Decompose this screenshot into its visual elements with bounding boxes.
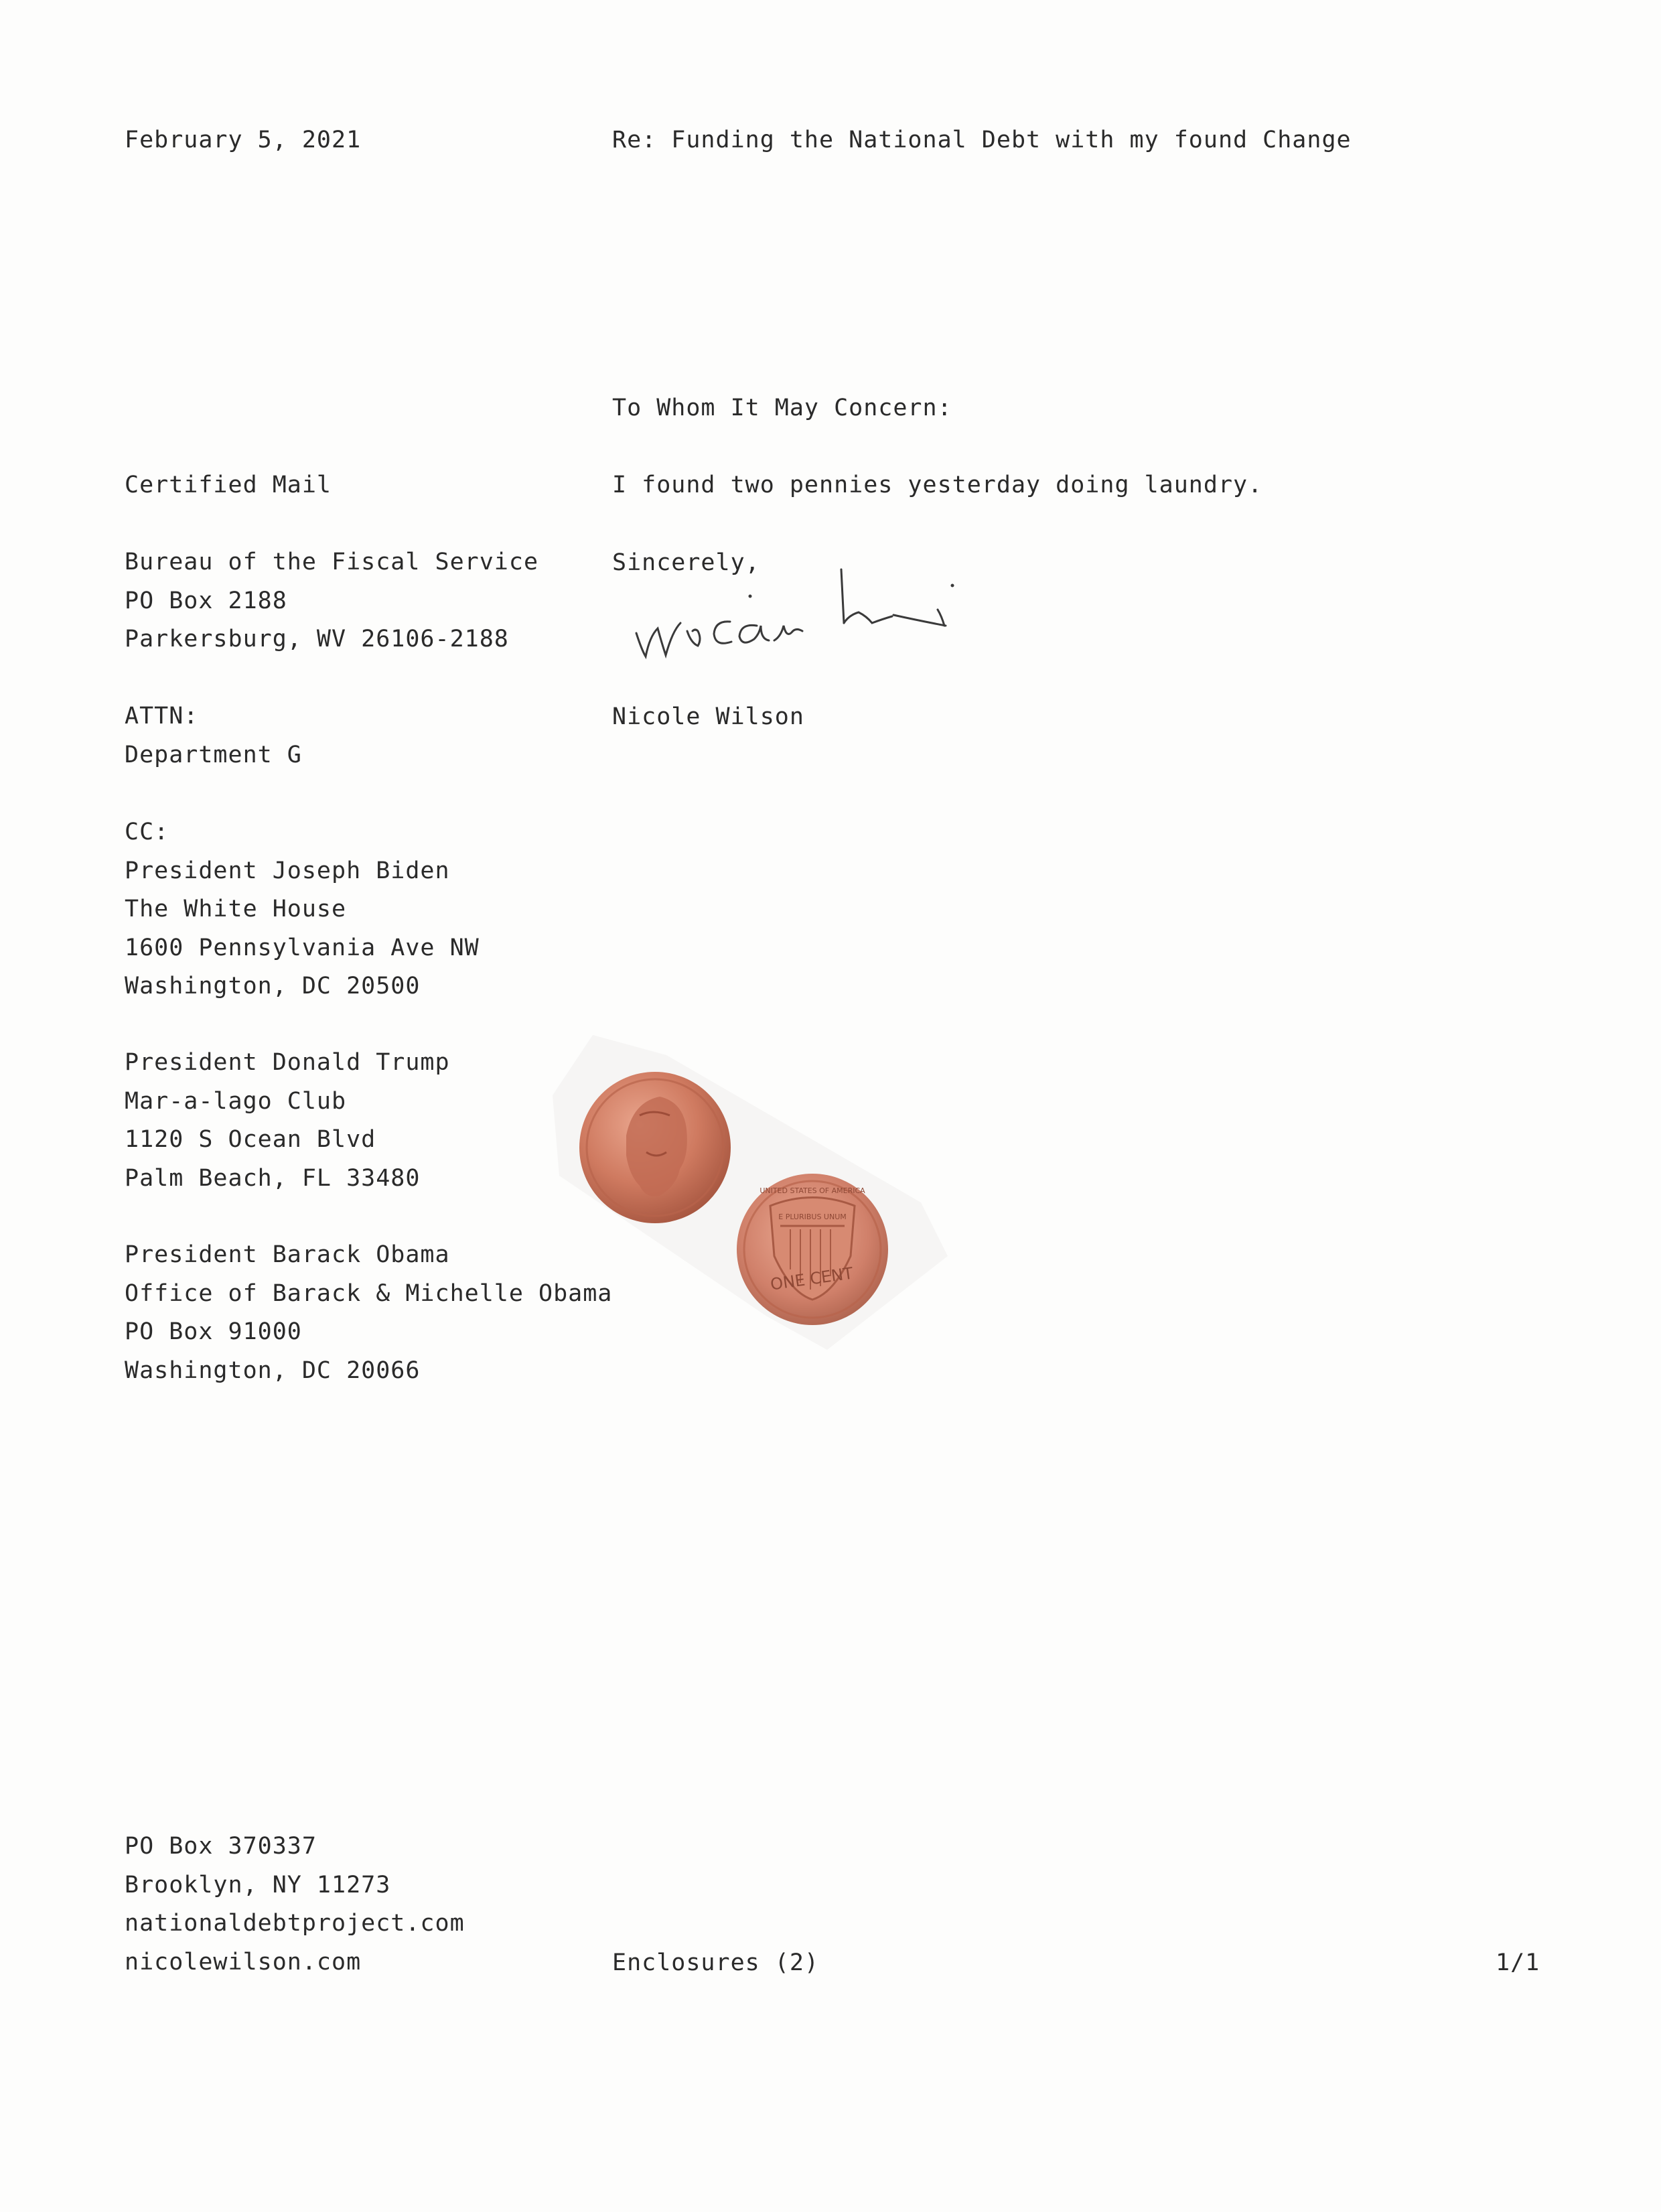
sender-name: Nicole Wilson	[612, 703, 804, 730]
letter-subject: Re: Funding the National Debt with my found Change	[612, 127, 1352, 153]
penny-heads	[579, 1072, 731, 1223]
cc-line: PO Box 91000	[125, 1318, 302, 1345]
cc-line: Washington, DC 20500	[125, 973, 421, 999]
closing: Sincerely,	[612, 549, 760, 576]
recipient-address	[125, 543, 538, 659]
cc-line: Washington, DC 20066	[125, 1357, 421, 1384]
attn-block	[125, 697, 302, 774]
enclosed-pennies-image	[546, 1035, 974, 1350]
recipient-line: Bureau of the Fiscal Service	[125, 549, 539, 575]
penny-country: UNITED STATES OF AMERICA	[760, 1186, 865, 1195]
recipient-line: Parkersburg, WV 26106-2188	[125, 626, 509, 652]
page-number: 1/1	[1496, 1949, 1540, 1976]
cc-line: 1120 S Ocean Blvd	[125, 1126, 376, 1153]
penny-denomination: ONE CENT	[769, 1263, 855, 1294]
recipient-line: PO Box 2188	[125, 587, 287, 614]
sender-address-line: PO Box 370337	[125, 1833, 317, 1860]
letter-message: I found two pennies yesterday doing laundry.	[612, 472, 1263, 498]
cc-line: President Donald Trump	[125, 1049, 450, 1076]
cc-line: President Joseph Biden	[125, 857, 450, 884]
cc-recipient-obama	[125, 1236, 612, 1390]
letter-date: February 5, 2021	[125, 127, 362, 153]
sender-website-link[interactable]: nationaldebtproject.com	[125, 1910, 465, 1937]
sender-website-link[interactable]: nicolewilson.com	[125, 1948, 362, 1976]
cc-line: President Barack Obama	[125, 1241, 450, 1268]
cc-line: The White House	[125, 896, 347, 922]
cc-recipient-trump	[125, 1044, 450, 1198]
handwritten-signature	[623, 556, 985, 670]
salutation: To Whom It May Concern:	[612, 395, 952, 421]
delivery-method: Certified Mail	[125, 472, 332, 498]
sender-address	[125, 1827, 465, 1982]
penny-tails	[737, 1174, 888, 1325]
cc-line: Palm Beach, FL 33480	[125, 1164, 421, 1192]
cc-label: CC:	[125, 819, 169, 845]
cc-line: Office of Barack & Michelle Obama	[125, 1280, 613, 1307]
attn-value: Department G	[125, 741, 302, 768]
cc-block	[125, 813, 480, 1006]
penny-shield-motto: E PLURIBUS UNUM	[778, 1213, 847, 1221]
sender-address-line: Brooklyn, NY 11273	[125, 1871, 391, 1898]
cc-line: Mar-a-lago Club	[125, 1087, 347, 1115]
attn-label: ATTN:	[125, 703, 199, 730]
cc-line: 1600 Pennsylvania Ave NW	[125, 934, 480, 961]
enclosures-note: Enclosures (2)	[612, 1949, 820, 1976]
